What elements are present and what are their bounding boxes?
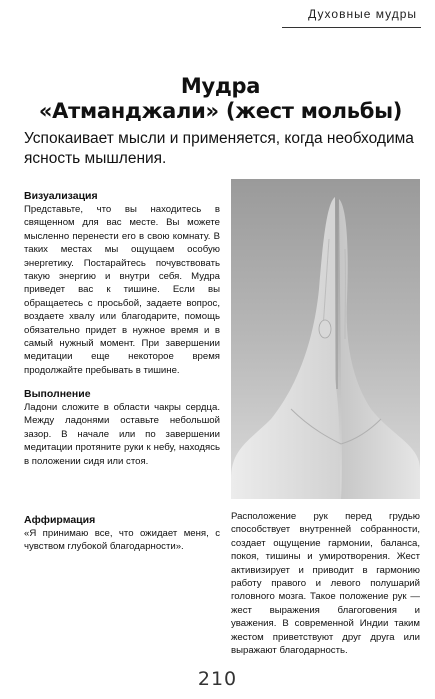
execution-heading: Выполнение bbox=[24, 388, 91, 400]
affirmation-text: «Я принимаю все, что ожидает меня, с чувством глубокой благодарности». bbox=[24, 528, 220, 553]
running-header: Духовные мудры bbox=[308, 7, 417, 21]
title-line-2: «Атманджали» (жест мольбы) bbox=[38, 99, 403, 123]
execution-text: Ладони сложите в области чакры сердца. Между ладонями оставьте небольшой зазор. В начале или по завершении медитации протяните руки к небу, находясь в положении сидя или стоя. bbox=[24, 402, 220, 467]
visualization-heading: Визуализация bbox=[24, 190, 98, 202]
title-line-1: Мудра bbox=[180, 74, 261, 98]
page-title bbox=[20, 74, 421, 124]
affirmation-heading: Аффирмация bbox=[24, 514, 96, 526]
visualization-text: Представьте, что вы находитесь в священном для вас месте. Вы можете мысленно перенести его в свою комнату. В таких местах мы ощущаем особую энергетику. Постарайтесь почувствовать такую энергию и внутри себя. Мудра приведет вас к тишине. Если вы обращаетесь с просьбой, задаете вопрос, воздаете хвалу или благодарите, помощь обязательно придет в нужное время и в самый нужный момент. При завершении медитации еще некоторое время продолжайте пребывать в тишине. bbox=[24, 204, 220, 376]
page-number: 210 bbox=[197, 668, 238, 690]
mudra-photo bbox=[231, 179, 420, 499]
subtitle: Успокаивает мысли и применяется, когда необходима ясность мышления. bbox=[24, 130, 414, 167]
header-rule bbox=[282, 27, 421, 28]
photo-caption: Расположение рук перед грудью способствует внутренней собранности, создает ощущение гармонии, баланса, покоя, тишины и умиротворения. Жест активизирует и приводит в гармонию работу правого и левого полушарий головного мозга. Такое положение рук — жест выражения благоговения и уважения. В современной Индии таким жестом приветствуют друг друга или выражают благодарность. bbox=[231, 511, 420, 657]
